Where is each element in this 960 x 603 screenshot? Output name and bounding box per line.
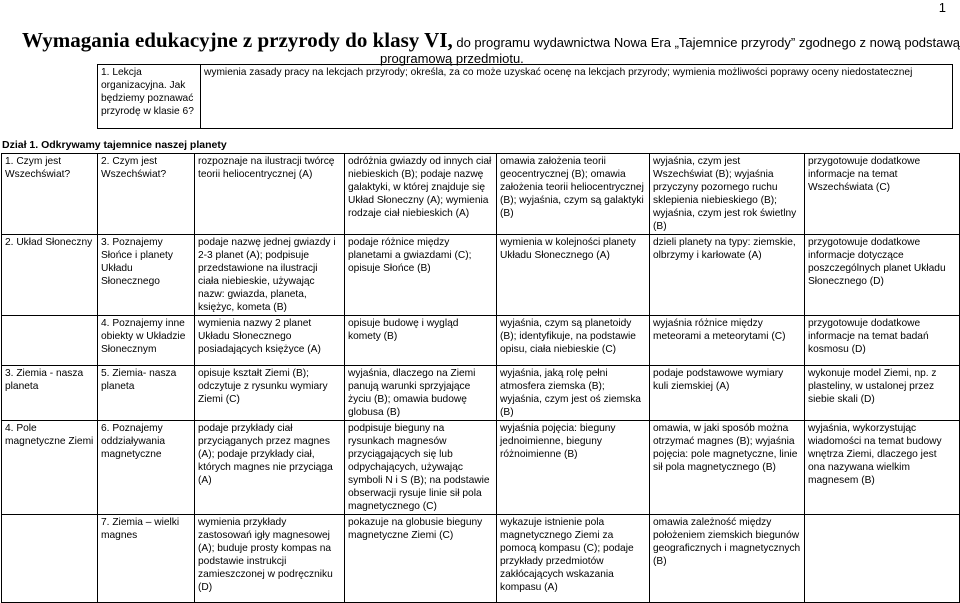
grade-2-cell: podaje przykłady ciał przyciąganych przez magnes (A); podaje przykłady ciał, których magnes nie przyciąga (A) xyxy=(195,421,345,515)
grade-3-cell: opisuje budowę i wygląd komety (B) xyxy=(345,316,497,366)
grade-4-cell: wymienia w kolejności planety Układu Słonecznego (A) xyxy=(497,235,650,316)
grade-3-cell: pokazuje na globusie bieguny magnetyczne Ziemi (C) xyxy=(345,515,497,603)
grade-5-cell: wyjaśnia różnice między meteorami a meteorytami (C) xyxy=(650,316,805,366)
topic-cell: 2. Układ Słoneczny xyxy=(2,235,98,316)
table-row xyxy=(2,366,960,421)
page-number: 1 xyxy=(938,0,946,15)
section-heading: Dział 1. Odkrywamy tajemnice naszej planety xyxy=(2,139,227,151)
topic-cell xyxy=(2,515,98,603)
lesson-cell: 7. Ziemia – wielki magnes xyxy=(98,515,195,603)
grade-2-cell: podaje nazwę jednej gwiazdy i 2-3 planet (A); podpisuje przedstawione na ilustracji ciała niebieskie, używając nazw: gwiazda, planeta, księżyc, kometa (B) xyxy=(195,235,345,316)
grade-2-cell: rozpoznaje na ilustracji twórcę teorii heliocentrycznej (A) xyxy=(195,154,345,235)
lesson-cell: 5. Ziemia- nasza planeta xyxy=(98,366,195,421)
grade-4-cell: omawia założenia teorii geocentrycznej (B); omawia założenia teorii heliocentrycznej (B); wyjaśnia, czym są galaktyki (B) xyxy=(497,154,650,235)
grade-5-cell: omawia zależność między położeniem ziemskich biegunów geograficznych i magnetycznych (B) xyxy=(650,515,805,603)
grade-3-cell: wyjaśnia, dlaczego na Ziemi panują warunki sprzyjające życiu (B); omawia budowę globusa (B) xyxy=(345,366,497,421)
topic-cell: 1. Czym jest Wszechświat? xyxy=(2,154,98,235)
intro-table xyxy=(97,64,953,129)
table-row xyxy=(2,515,960,603)
table-row xyxy=(2,154,960,235)
title-line2: programową przedmiotu. xyxy=(380,51,524,66)
grade-2-cell: wymienia nazwy 2 planet Układu Słonecznego posiadających księżyce (A) xyxy=(195,316,345,366)
table-row xyxy=(2,421,960,515)
grade-2-cell: wymienia przykłady zastosowań igły magnesowej (A); buduje prosty kompas na podstawie instrukcji zamieszczonej w podręczniku (D) xyxy=(195,515,345,603)
grade-5-cell: dzieli planety na typy: ziemskie, olbrzymy i karłowate (A) xyxy=(650,235,805,316)
lesson-cell: 3. Poznajemy Słońce i planety Układu Słonecznego xyxy=(98,235,195,316)
grade-6-cell: wyjaśnia, wykorzystując wiadomości na temat budowy wnętrza Ziemi, dlaczego jest ona nazywana wielkim magnesem (B) xyxy=(805,421,960,515)
grade-6-cell: przygotowuje dodatkowe informacje na temat badań kosmosu (D) xyxy=(805,316,960,366)
grade-6-cell: wykonuje model Ziemi, np. z plasteliny, w ustalonej przez siebie skali (D) xyxy=(805,366,960,421)
grade-4-cell: wyjaśnia, czym są planetoidy (B); identyfikuje, na podstawie opisu, ciała niebieskie (C) xyxy=(497,316,650,366)
table-row xyxy=(2,316,960,366)
grade-2-cell: opisuje kształt Ziemi (B); odczytuje z rysunku wymiary Ziemi (C) xyxy=(195,366,345,421)
title-main: Wymagania edukacyjne z przyrody do klasy VI, xyxy=(22,28,453,52)
topic-cell: 3. Ziemia - nasza planeta xyxy=(2,366,98,421)
grade-4-cell: wyjaśnia, jaką rolę pełni atmosfera ziemska (B); wyjaśnia, czym jest oś ziemska (B) xyxy=(497,366,650,421)
grade-6-cell: przygotowuje dodatkowe informacje dotyczące poszczególnych planet Układu Słonecznego (D) xyxy=(805,235,960,316)
grade-3-cell: podpisuje bieguny na rysunkach magnesów przyciągających się lub odpychających, używając symboli N i S (B); na podstawie obserwacji rysuje linie sił pola magnetycznego (C) xyxy=(345,421,497,515)
grade-5-cell: podaje podstawowe wymiary kuli ziemskiej (A) xyxy=(650,366,805,421)
lesson-cell: 6. Poznajemy oddziaływania magnetyczne xyxy=(98,421,195,515)
lesson-cell: 2. Czym jest Wszechświat? xyxy=(98,154,195,235)
grade-4-cell: wykazuje istnienie pola magnetycznego Ziemi za pomocą kompasu (C); podaje przykłady przedmiotów zakłócających wskazania kompasu (A) xyxy=(497,515,650,603)
grade-3-cell: odróżnia gwiazdy od innych ciał niebieskich (B); podaje nazwę galaktyki, w której znajduje się Układ Słoneczny (A); wymienia rodzaje ciał niebieskich (A) xyxy=(345,154,497,235)
grade-4-cell: wyjaśnia pojęcia: bieguny jednoimienne, bieguny różnoimienne (B) xyxy=(497,421,650,515)
intro-topic: 1. Lekcja organizacyjna. Jak będziemy poznawać przyrodę w klasie 6? xyxy=(98,65,201,129)
grade-5-cell: omawia, w jaki sposób można otrzymać magnes (B); wyjaśnia pojęcia: pole magnetyczne, linie sił pola magnetycznego (B) xyxy=(650,421,805,515)
table-row xyxy=(2,235,960,316)
grade-3-cell: podaje różnice między planetami a gwiazdami (C); opisuje Słońce (B) xyxy=(345,235,497,316)
topic-cell xyxy=(2,316,98,366)
page-title xyxy=(22,28,960,52)
grade-5-cell: wyjaśnia, czym jest Wszechświat (B); wyjaśnia przyczyny pozornego ruchu sklepienia niebieskiego (B); wyjaśnia, czym jest rok świetlny (B) xyxy=(650,154,805,235)
title-sub: do programu wydawnictwa Nowa Era „Tajemnice przyrody” zgodnego z nową podstawą xyxy=(452,35,960,50)
topic-cell: 4. Pole magnetyczne Ziemi xyxy=(2,421,98,515)
grade-6-cell xyxy=(805,515,960,603)
lesson-cell: 4. Poznajemy inne obiekty w Układzie Słonecznym xyxy=(98,316,195,366)
grade-6-cell: przygotowuje dodatkowe informacje na temat Wszechświata (C) xyxy=(805,154,960,235)
requirements-table xyxy=(1,153,960,603)
intro-requirements: wymienia zasady pracy na lekcjach przyrody; określa, za co może uzyskać ocenę na lekcjach przyrody; wymienia możliwości poprawy oceny niedostatecznej xyxy=(201,65,953,129)
